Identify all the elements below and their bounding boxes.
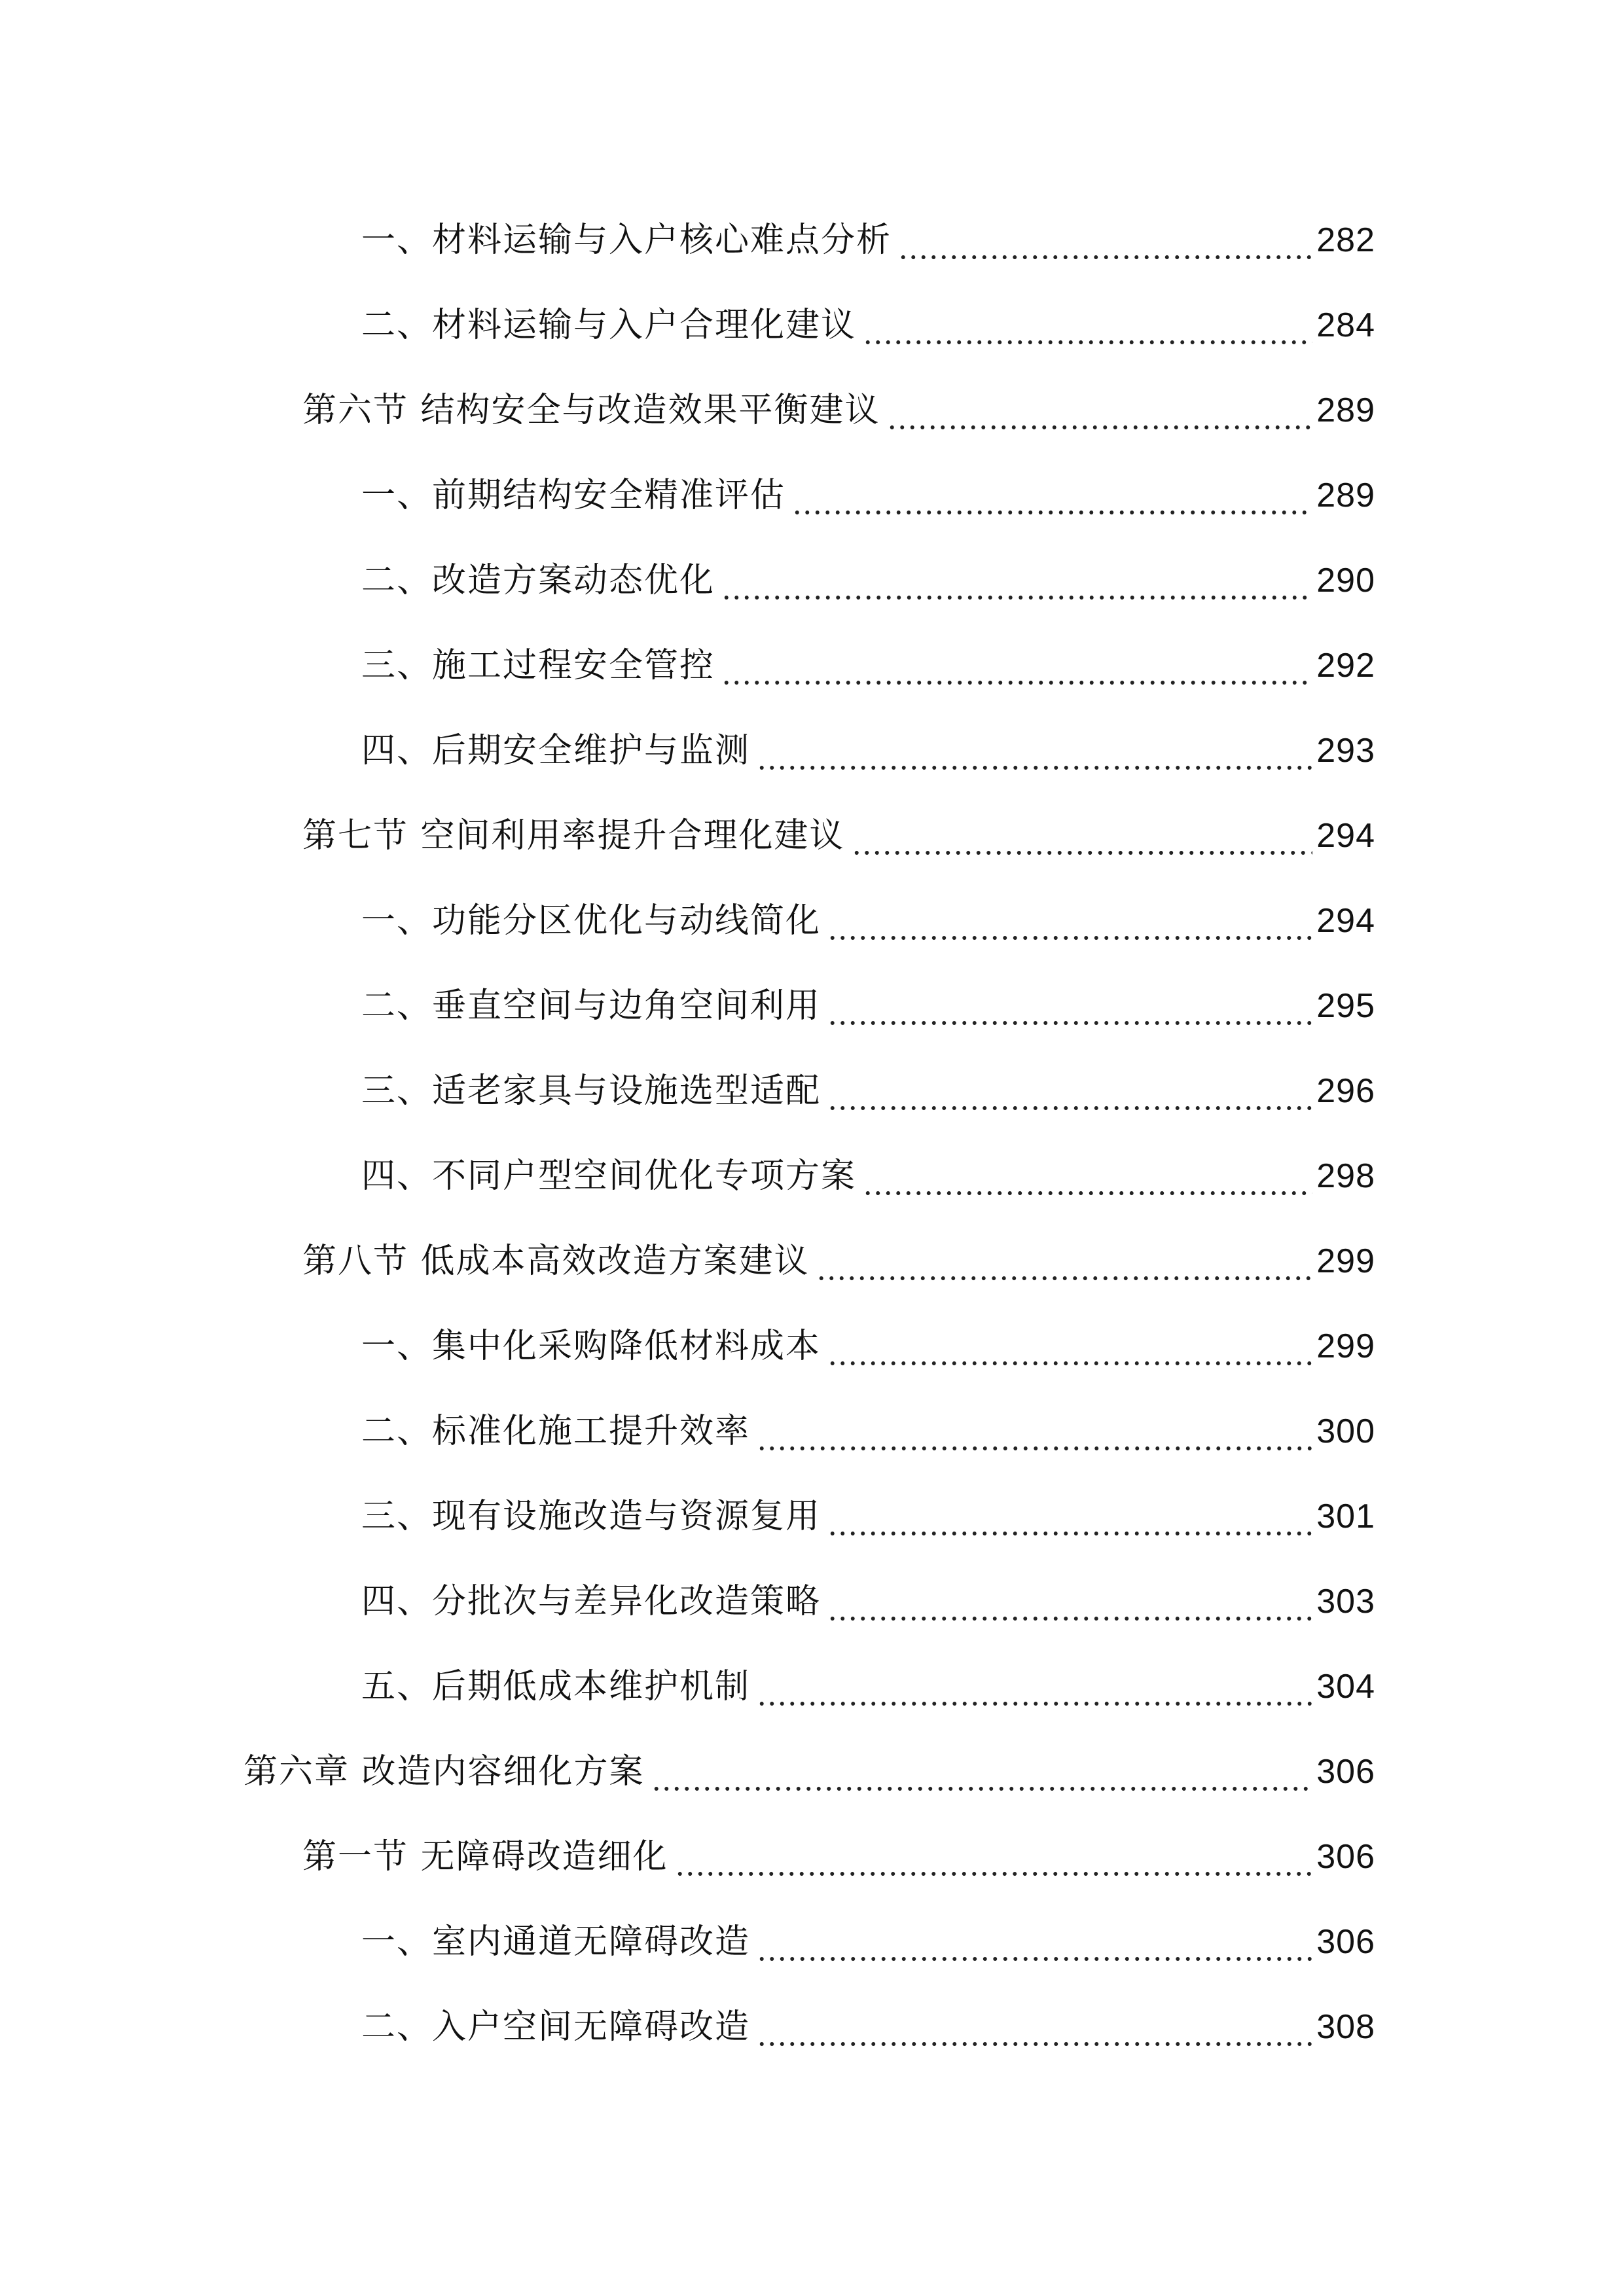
toc-dot-leader (898, 214, 1312, 266)
toc-page-number: 292 (1316, 647, 1375, 685)
toc-dot-leader (757, 1916, 1312, 1968)
toc-entry-title: 二、入户空间无障碍改造 (361, 2007, 751, 2047)
toc-dot-leader (816, 1235, 1313, 1287)
toc-page-number: 282 (1316, 221, 1375, 259)
toc-entry[interactable] (361, 2001, 1375, 2053)
toc-page-number: 304 (1316, 1668, 1375, 1706)
toc-page-number: 289 (1316, 476, 1375, 514)
toc-page-number: 294 (1316, 817, 1375, 855)
toc-entry-title: 第六节 结构安全与改造效果平衡建议 (302, 391, 880, 430)
toc-dot-leader (827, 980, 1312, 1032)
toc-page-number: 300 (1316, 1412, 1375, 1450)
toc-dot-leader (757, 1405, 1312, 1458)
toc-page-number: 308 (1316, 2008, 1375, 2046)
toc-dot-leader (721, 554, 1312, 607)
toc-entry[interactable] (361, 895, 1375, 947)
toc-entry-title: 第六章 改造内容细化方案 (244, 1752, 645, 1791)
toc-entry[interactable] (361, 1916, 1375, 1968)
toc-page-number: 306 (1316, 1838, 1375, 1876)
toc-entry[interactable] (361, 1065, 1375, 1117)
toc-entry-title: 第七节 空间利用率提升合理化建议 (302, 816, 845, 855)
toc-entry[interactable] (361, 1320, 1375, 1372)
toc-entry[interactable] (361, 1660, 1375, 1713)
toc-page-number: 298 (1316, 1157, 1375, 1195)
toc-entry-title: 一、材料运输与入户核心难点分析 (361, 221, 892, 260)
toc-entry-title: 三、现有设施改造与资源复用 (361, 1497, 821, 1536)
toc-dot-leader (827, 895, 1312, 947)
toc-entry[interactable] (361, 214, 1375, 266)
toc-entry-title: 五、后期低成本维护机制 (361, 1667, 751, 1706)
toc-entry[interactable] (361, 980, 1375, 1032)
toc-entry[interactable] (361, 469, 1375, 522)
toc-entry[interactable] (302, 1235, 1375, 1287)
toc-dot-leader (887, 384, 1313, 437)
toc-page-number: 293 (1316, 732, 1375, 770)
toc-page-number: 290 (1316, 562, 1375, 600)
toc-page-number: 299 (1316, 1327, 1375, 1365)
toc-dot-leader (827, 1320, 1312, 1372)
toc-entry-title: 一、室内通道无障碍改造 (361, 1922, 751, 1962)
toc-entry[interactable] (361, 299, 1375, 351)
toc-page-number: 301 (1316, 1498, 1375, 1535)
toc-dot-leader (721, 639, 1312, 692)
toc-dot-leader (827, 1575, 1312, 1628)
toc-dot-leader (827, 1065, 1312, 1117)
toc-entry-title: 三、施工过程安全管控 (361, 646, 715, 685)
toc-entry[interactable] (361, 1575, 1375, 1628)
toc-entry[interactable] (361, 639, 1375, 692)
toc-entry-title: 一、功能分区优化与动线简化 (361, 901, 821, 941)
toc-page-number: 289 (1316, 391, 1375, 429)
toc-entry[interactable] (361, 1490, 1375, 1543)
toc-entry[interactable] (361, 725, 1375, 777)
toc-entry-title: 二、改造方案动态优化 (361, 561, 715, 600)
toc-entry-title: 三、适老家具与设施选型适配 (361, 1071, 821, 1111)
toc-dot-leader (863, 1150, 1312, 1202)
toc-dot-leader (675, 1831, 1313, 1883)
toc-page-number: 306 (1316, 1753, 1375, 1791)
toc-entry[interactable] (361, 554, 1375, 607)
toc-page-number: 306 (1316, 1923, 1375, 1961)
toc-entry[interactable] (244, 1746, 1375, 1798)
toc-entry-title: 二、材料运输与入户合理化建议 (361, 306, 857, 345)
toc-page-number: 296 (1316, 1072, 1375, 1110)
toc-entry[interactable] (361, 1405, 1375, 1458)
toc-entry-title: 一、前期结构安全精准评估 (361, 476, 786, 515)
toc-page-number: 299 (1316, 1242, 1375, 1280)
toc-dot-leader (852, 810, 1313, 862)
toc-page-number: 284 (1316, 306, 1375, 344)
toc-entry-title: 二、垂直空间与边角空间利用 (361, 986, 821, 1026)
toc-dot-leader (827, 1490, 1312, 1543)
toc-page-number: 294 (1316, 902, 1375, 940)
toc-entry-title: 第八节 低成本高效改造方案建议 (302, 1242, 810, 1281)
toc-entry[interactable] (302, 810, 1375, 862)
toc-dot-leader (757, 1660, 1312, 1713)
toc-entry-title: 四、分批次与差异化改造策略 (361, 1582, 821, 1621)
toc-entry[interactable] (302, 384, 1375, 437)
toc-page-number: 295 (1316, 987, 1375, 1025)
toc-dot-leader (757, 725, 1312, 777)
toc-entry-title: 四、不同户型空间优化专项方案 (361, 1157, 857, 1196)
toc-entry-title: 四、后期安全维护与监测 (361, 731, 751, 770)
toc-entry-title: 二、标准化施工提升效率 (361, 1412, 751, 1451)
toc-entry[interactable] (361, 1150, 1375, 1202)
toc-dot-leader (863, 299, 1312, 351)
toc-page-number: 303 (1316, 1583, 1375, 1621)
toc-dot-leader (757, 2001, 1312, 2053)
toc-entry[interactable] (302, 1831, 1375, 1883)
toc-dot-leader (792, 469, 1312, 522)
toc-dot-leader (651, 1746, 1313, 1798)
toc-entry-title: 一、集中化采购降低材料成本 (361, 1327, 821, 1366)
toc-entry-title: 第一节 无障碍改造细化 (302, 1837, 668, 1876)
